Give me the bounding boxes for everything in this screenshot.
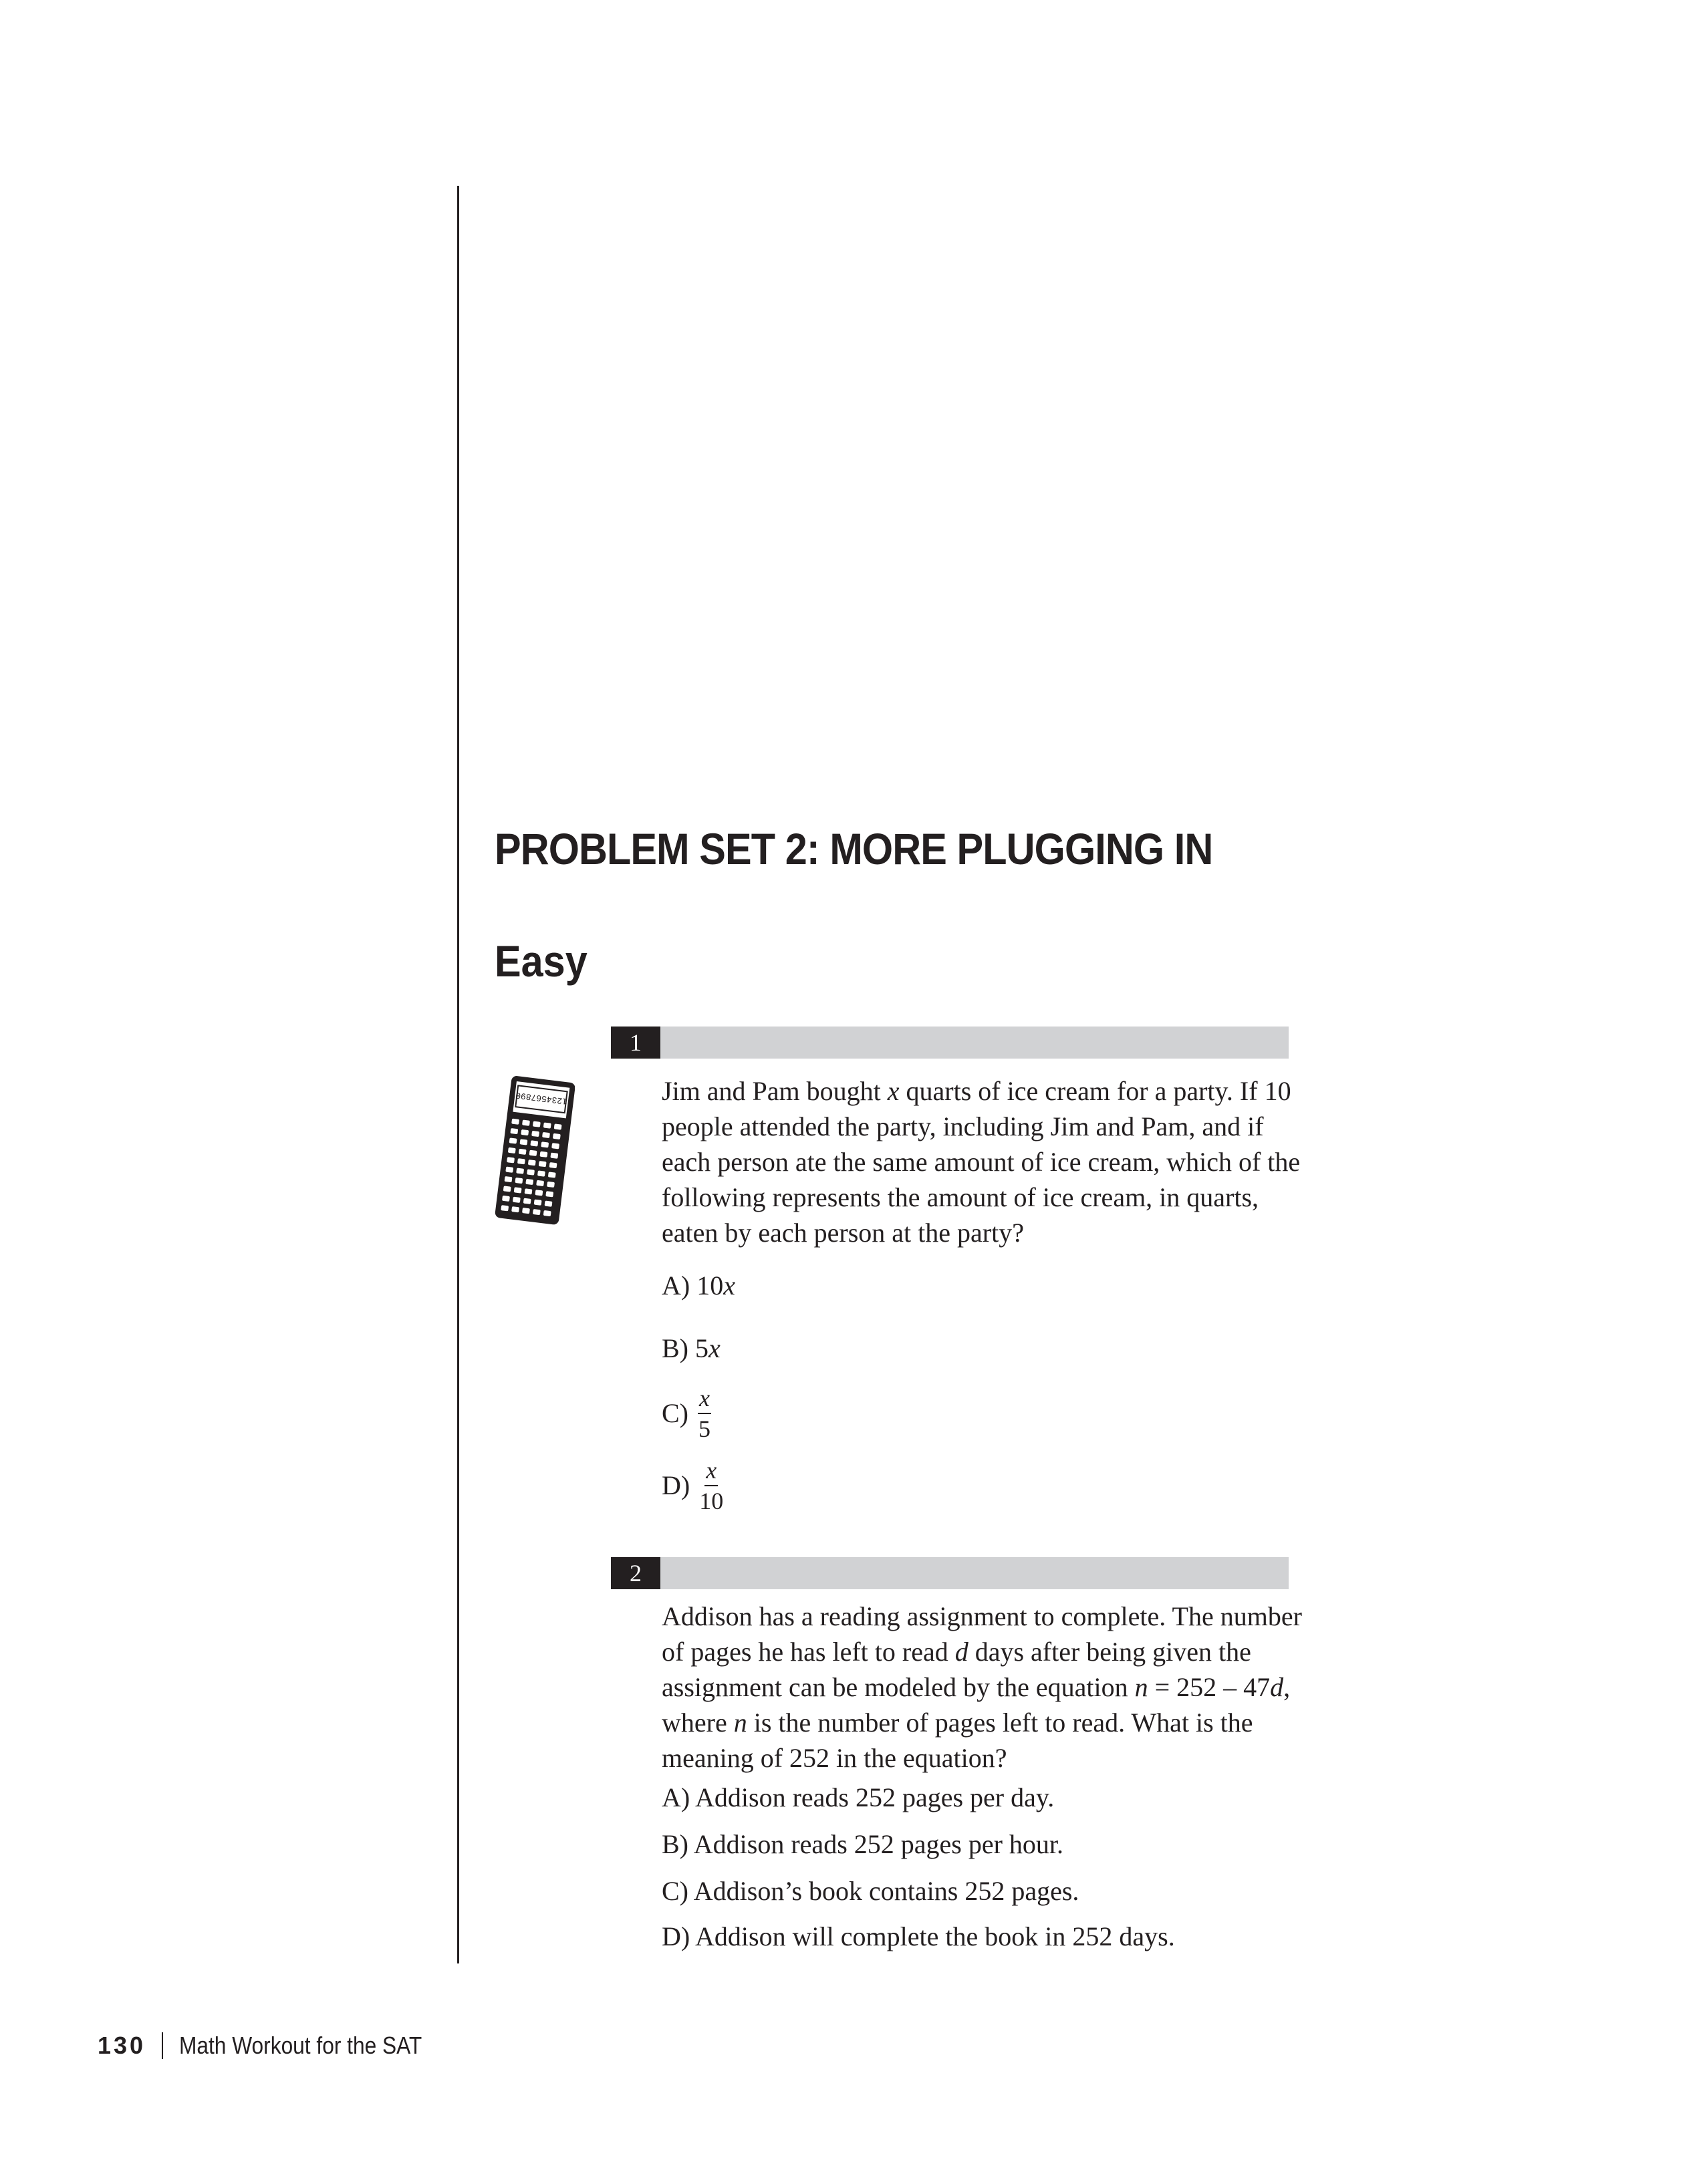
question-2-text: Addison has a reading assignment to complete. The number of pages he has left to read d days after being given the assignment can be modeled by the equation n = 252 – 47d, where n is the number of pages left to read. What is the meaning of 252 in the equation? xyxy=(662,1601,1302,1773)
calculator-key xyxy=(515,1178,523,1184)
calculator-key xyxy=(520,1139,528,1145)
question-1-choice-a[interactable]: A) 10x xyxy=(662,1270,735,1301)
footer-divider xyxy=(162,2032,163,2059)
calculator-key xyxy=(533,1121,541,1127)
calculator-key xyxy=(529,1150,537,1156)
calculator-key xyxy=(501,1205,509,1211)
calculator-key xyxy=(528,1159,536,1166)
calculator-key xyxy=(553,1133,561,1139)
calculator-key xyxy=(534,1200,542,1206)
calculator-key xyxy=(516,1168,524,1174)
calculator-key xyxy=(502,1196,510,1202)
question-2-choice-b[interactable]: B) Addison reads 252 pages per hour. xyxy=(662,1829,1064,1859)
calculator-key xyxy=(536,1180,544,1186)
calculator-display: 1234567890 xyxy=(515,1090,568,1107)
calculator-key xyxy=(551,1143,559,1149)
fraction: $\frac{x}{10}$ xyxy=(699,1457,724,1514)
calculator-key xyxy=(522,1208,530,1214)
question-2-choice-a[interactable]: A) Addison reads 252 pages per day. xyxy=(662,1782,1055,1812)
calculator-key xyxy=(514,1187,522,1193)
calculator-key xyxy=(530,1140,538,1146)
page-footer xyxy=(98,2032,455,2060)
calculator-key xyxy=(505,1167,513,1173)
calculator-key xyxy=(541,1141,549,1147)
question-2-choice-d[interactable]: D) Addison will complete the book in 252 days. xyxy=(662,1921,1175,1951)
calculator-key xyxy=(522,1120,530,1126)
calculator-key xyxy=(542,1132,550,1138)
fraction: $\frac{x}{5}$ xyxy=(698,1385,710,1442)
question-1-choice-d[interactable]: D) $\frac{x}{10}$ xyxy=(662,1457,724,1514)
calculator-key xyxy=(535,1190,543,1196)
calculator-key xyxy=(531,1131,539,1137)
margin-rule xyxy=(457,186,459,1963)
calculator-key xyxy=(543,1122,551,1128)
calculator-key xyxy=(527,1169,535,1175)
calculator-key xyxy=(511,1119,519,1125)
calculator-key xyxy=(505,1176,513,1182)
question-1-choice-b[interactable]: B) 5x xyxy=(662,1333,721,1363)
calculator-key xyxy=(519,1149,527,1155)
question-1-header-bar xyxy=(611,1027,1289,1059)
calculator-key xyxy=(513,1197,521,1203)
calculator-key xyxy=(523,1198,531,1204)
question-2-number: 2 xyxy=(611,1557,660,1589)
book-title: Math Workout for the SAT xyxy=(179,2032,422,2059)
question-1-text: Jim and Pam bought x quarts of ice cream for a party. If 10 people attended the party, including Jim and Pam, and if each person ate the same amount of ice cream, which of the following represents the amount of ice cream, in quarts, eaten by each person at the party? xyxy=(662,1076,1301,1248)
calculator-key xyxy=(508,1147,516,1153)
calculator-icon xyxy=(493,1076,575,1231)
calculator-key xyxy=(543,1210,551,1216)
calculator-key xyxy=(537,1170,545,1176)
question-2-choice-c[interactable]: C) Addison’s book contains 252 pages. xyxy=(662,1876,1079,1906)
calculator-key xyxy=(517,1158,525,1164)
calculator-key xyxy=(510,1128,518,1134)
calculator-key xyxy=(545,1191,553,1197)
calculator-key xyxy=(550,1153,558,1159)
calculator-key xyxy=(509,1137,517,1143)
calculator-key xyxy=(549,1162,557,1168)
calculator-key xyxy=(507,1157,515,1163)
problem-set-title: PROBLEM SET 2: MORE PLUGGING IN xyxy=(495,824,1213,873)
page-number: 130 xyxy=(98,2032,146,2059)
calculator-key xyxy=(548,1172,556,1178)
calculator-key xyxy=(540,1151,548,1157)
difficulty-heading: Easy xyxy=(495,936,588,986)
calculator-key xyxy=(533,1209,541,1215)
calculator-key xyxy=(525,1179,533,1185)
calculator-key xyxy=(521,1129,529,1135)
calculator-key xyxy=(545,1201,553,1207)
calculator-key xyxy=(525,1188,533,1194)
question-2-header-bar xyxy=(611,1557,1289,1589)
calculator-key xyxy=(511,1206,519,1212)
calculator-key xyxy=(503,1186,511,1192)
calculator-key xyxy=(554,1123,562,1129)
question-1-number: 1 xyxy=(611,1027,660,1059)
question-1-choice-c[interactable]: C) $\frac{x}{5}$ xyxy=(662,1385,710,1442)
calculator-key xyxy=(547,1182,555,1188)
calculator-key xyxy=(539,1161,547,1167)
